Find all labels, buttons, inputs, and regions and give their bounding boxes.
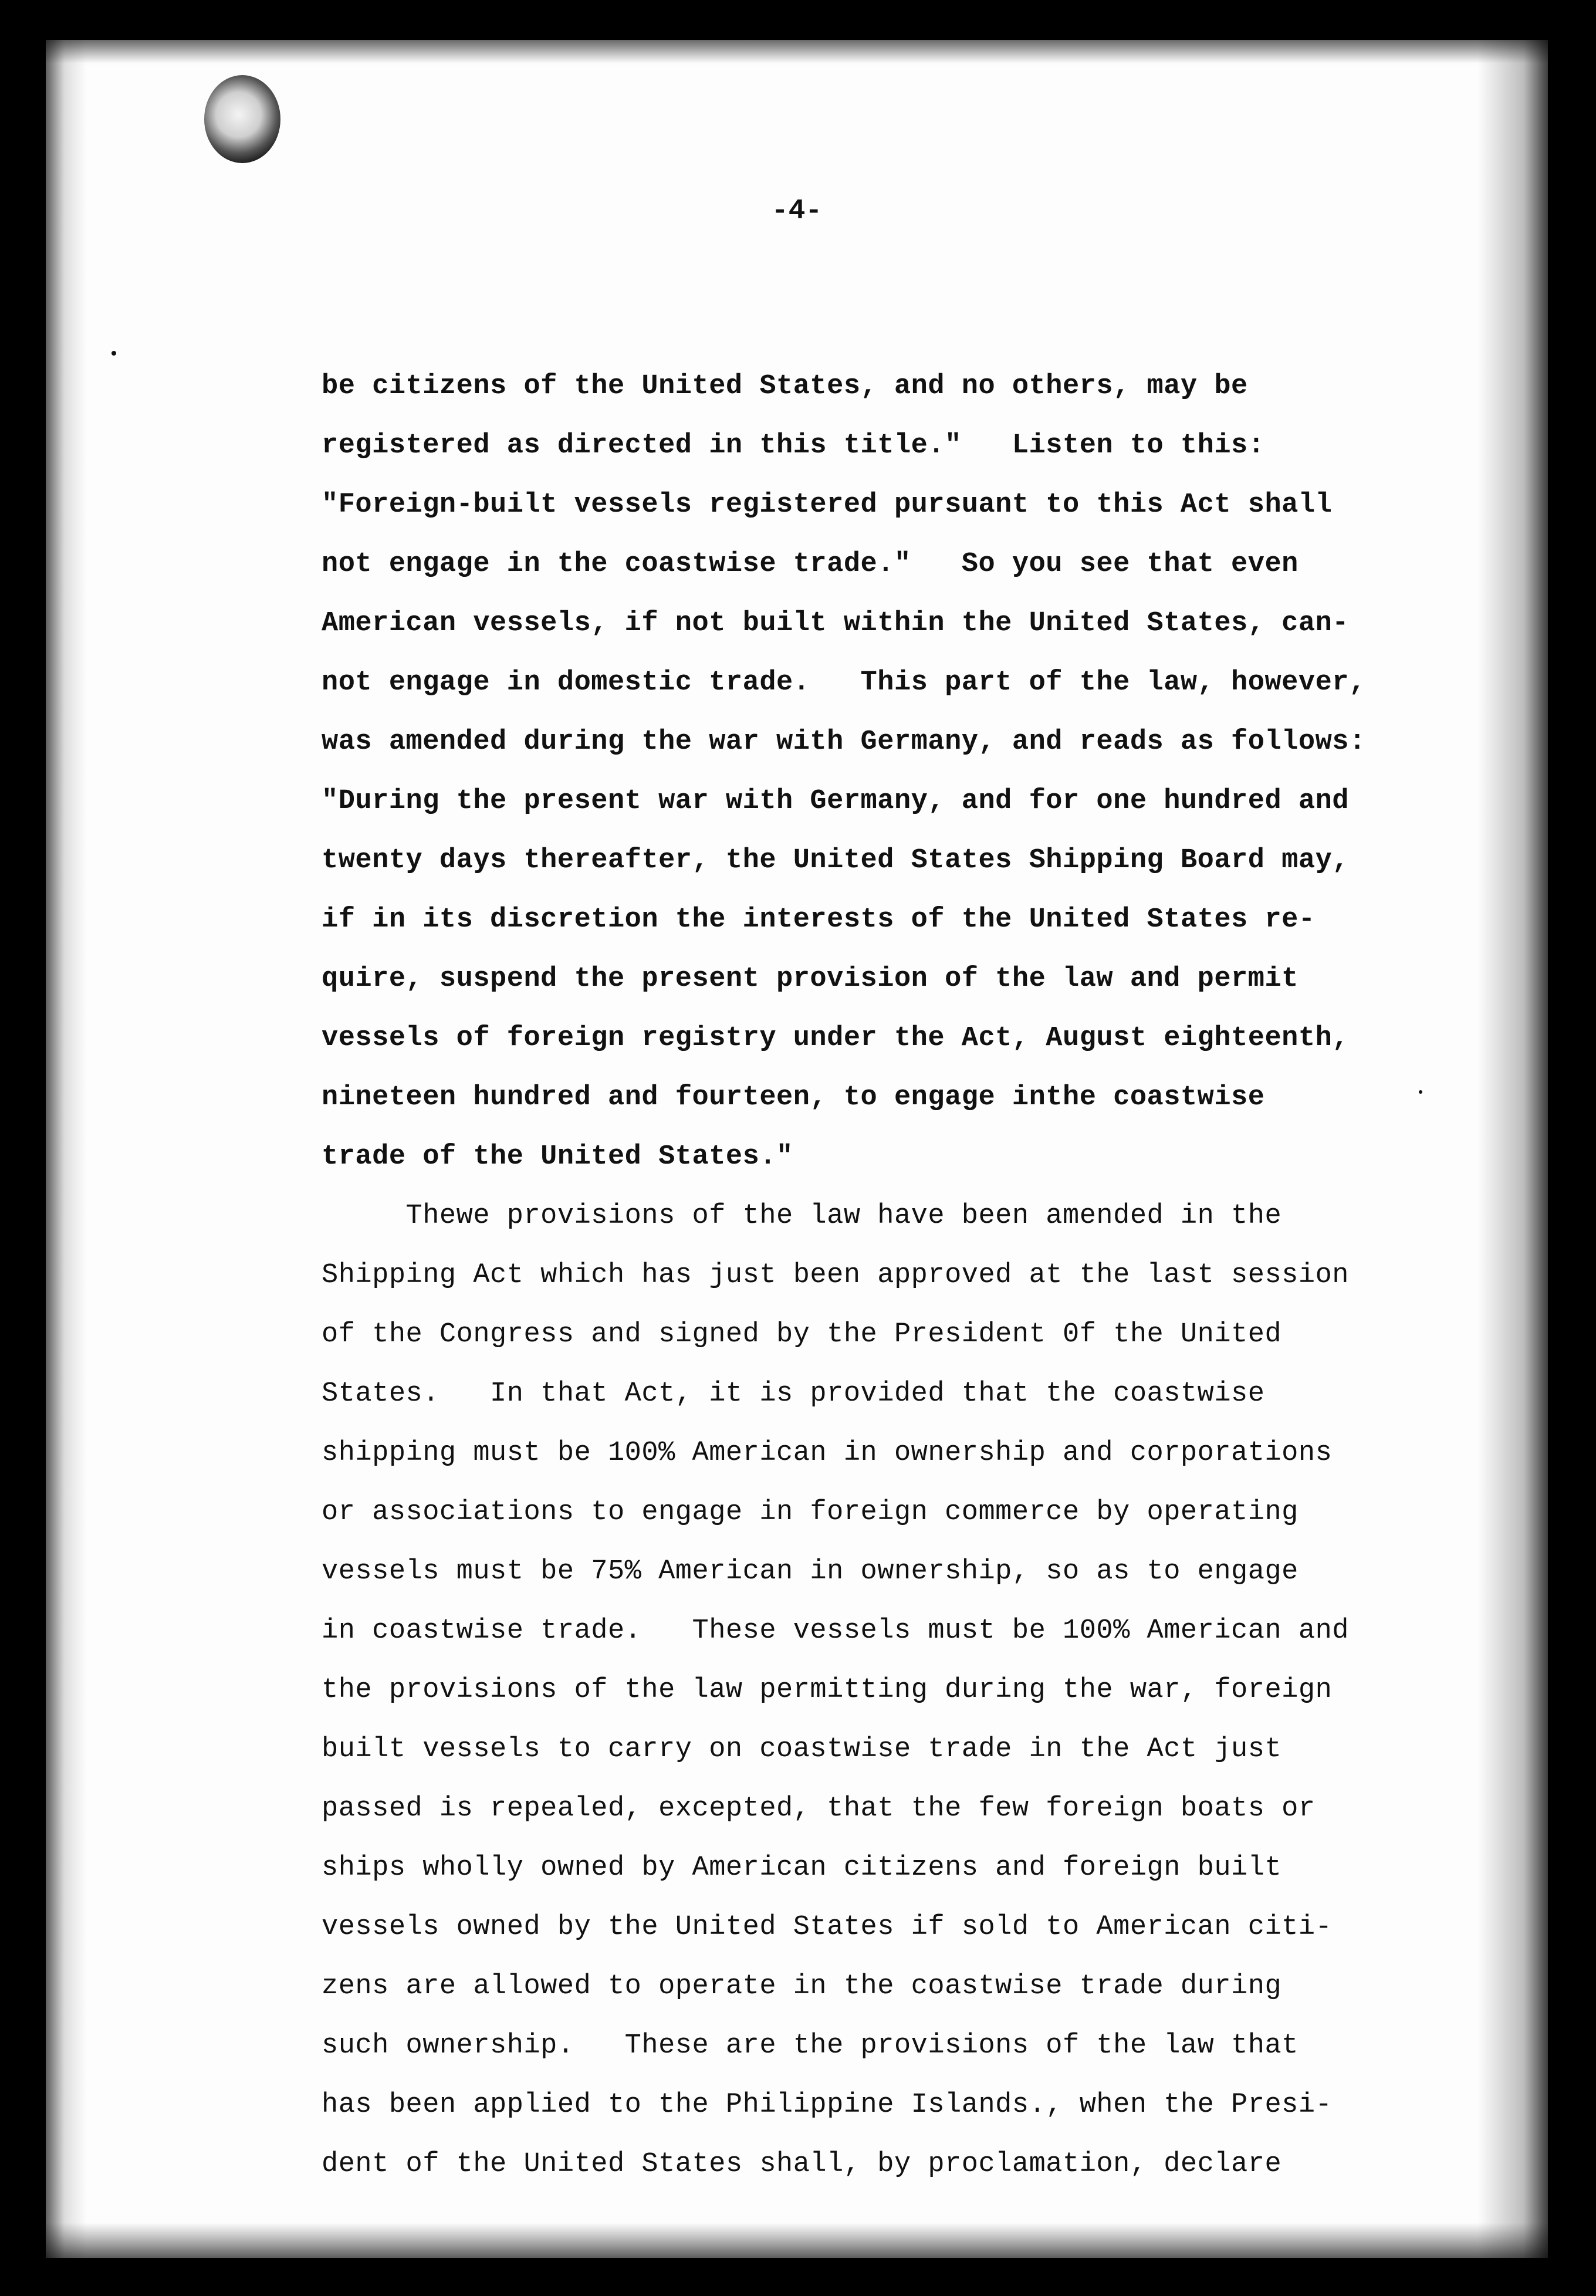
text-line: vessels owned by the United States if sold to American citi-	[322, 1912, 1333, 1943]
text-line: of the Congress and signed by the President 0f the United	[322, 1319, 1282, 1350]
text-line: was amended during the war with Germany, and reads as follows:	[322, 726, 1366, 758]
text-line: dent of the United States shall, by proclamation, declare	[322, 2149, 1282, 2180]
text-line: zens are allowed to operate in the coastwise trade during	[322, 1971, 1282, 2002]
text-line: not engage in the coastwise trade." So you see that even	[322, 549, 1299, 580]
text-line: Thewe provisions of the law have been amended in the	[322, 1201, 1282, 1232]
text-line: be citizens of the United States, and no others, may be	[322, 371, 1248, 402]
page-number: -4-	[771, 195, 823, 227]
page-edge-shadow-top	[46, 40, 1548, 63]
text-line: American vessels, if not built within the United States, can-	[322, 608, 1349, 639]
text-line: shipping must be 100% American in ownership and corporations	[322, 1438, 1333, 1469]
text-line: registered as directed in this title." Listen to this:	[322, 430, 1265, 461]
page-edge-shadow-bottom	[46, 2223, 1548, 2258]
text-line: built vessels to carry on coastwise trade in the Act just	[322, 1734, 1282, 1765]
text-line: States. In that Act, it is provided that the coastwise	[322, 1378, 1265, 1409]
ink-speck	[111, 351, 116, 356]
text-line: "Foreign-built vessels registered pursuant to this Act shall	[322, 489, 1333, 520]
text-line: Shipping Act which has just been approved at the last session	[322, 1260, 1349, 1291]
punch-hole-mark	[204, 75, 280, 163]
page-edge-shadow-right	[1477, 40, 1548, 2258]
text-line: has been applied to the Philippine Islands., when the Presi-	[322, 2089, 1333, 2121]
text-line: quire, suspend the present provision of the law and permit	[322, 963, 1299, 995]
text-line: or associations to engage in foreign commerce by operating	[322, 1497, 1299, 1528]
text-line: not engage in domestic trade. This part of the law, however,	[322, 667, 1366, 698]
text-line: twenty days thereafter, the United States Shipping Board may,	[322, 845, 1349, 876]
text-line: vessels must be 75% American in ownership, so as to engage	[322, 1556, 1299, 1587]
typewritten-body	[322, 357, 1483, 2194]
text-line: nineteen hundred and fourteen, to engage inthe coastwise	[322, 1082, 1265, 1113]
text-line: passed is repealed, excepted, that the few foreign boats or	[322, 1793, 1316, 1824]
text-line: "During the present war with Germany, and for one hundred and	[322, 786, 1349, 817]
text-line: if in its discretion the interests of the United States re-	[322, 904, 1316, 935]
text-line: in coastwise trade. These vessels must be 100% American and	[322, 1615, 1349, 1646]
text-line: vessels of foreign registry under the Act, August eighteenth,	[322, 1023, 1349, 1054]
text-line: trade of the United States."	[322, 1141, 793, 1172]
text-line: ships wholly owned by American citizens and foreign built	[322, 1852, 1282, 1884]
document-page	[46, 40, 1548, 2258]
text-line: such ownership. These are the provisions of the law that	[322, 2030, 1299, 2061]
page-edge-shadow-left	[46, 40, 87, 2258]
text-line: the provisions of the law permitting during the war, foreign	[322, 1675, 1333, 1706]
